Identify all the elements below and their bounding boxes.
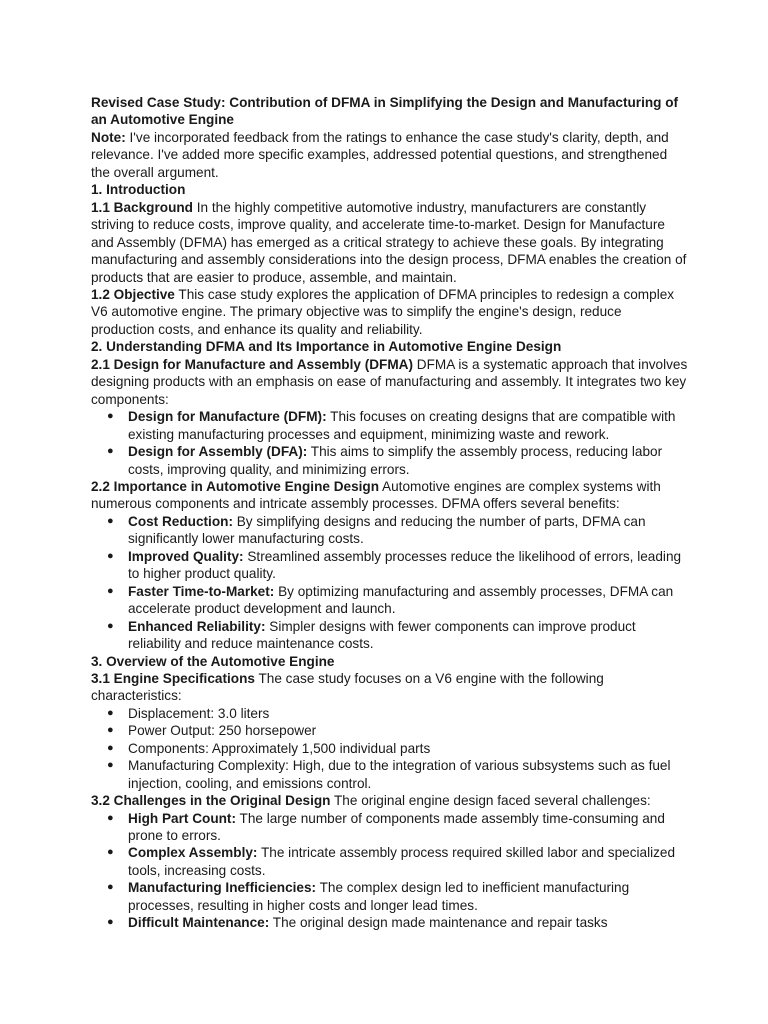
specs-text: The case study focuses on a V6 engine with the following characteristics: [91, 670, 604, 704]
list-item-text: By optimizing manufacturing and assembly processes, DFMA can accelerate product development and launch. [128, 583, 674, 617]
list-item [91, 583, 688, 618]
importance-paragraph [91, 478, 688, 513]
challenges-label: 3.2 Challenges in the Original Design [91, 793, 331, 809]
section-3-heading: 3. Overview of the Automotive Engine [91, 653, 335, 669]
note-text: I've incorporated feedback from the ratings to enhance the case study's clarity, depth, and relevance. I've added more specific examples, addressed potential questions, and strengthened the overall argument. [91, 129, 669, 180]
list-item [91, 722, 688, 739]
section-2-heading: 2. Understanding DFMA and Its Importance in Automotive Engine Design [91, 339, 562, 355]
list-item-text: This focuses on creating designs that are compatible with existing manufacturing processes and equipment, minimizing waste and rework. [128, 409, 676, 442]
list-item-text: Manufacturing Complexity: High, due to the integration of various subsystems such as fuel injection, cooling, and emissions control. [128, 758, 671, 791]
objective-text: This case study explores the application of DFMA principles to redesign a complex V6 automotive engine. The primary objective was to simplify the engine's design, reduce production costs, and enhance its quality and reliability. [91, 286, 675, 337]
list-item [91, 705, 688, 722]
list-item-text: The complex design led to inefficient manufacturing processes, resulting in higher costs and longer lead times. [128, 880, 630, 913]
dfma-definition-text: DFMA is a systematic approach that involves designing products with an emphasis on ease of manufacturing and assembly. It integrates two key components: [91, 356, 688, 407]
list-item [91, 513, 688, 548]
list-item-label: Manufacturing Inefficiencies: [128, 880, 317, 896]
challenges-text: The original engine design faced several challenges: [330, 793, 651, 809]
challenges-paragraph [91, 792, 688, 809]
importance-label: 2.2 Importance in Automotive Engine Design [91, 478, 380, 494]
bullet-icon: ● [107, 445, 114, 458]
list-item [91, 844, 688, 879]
objective-paragraph [91, 286, 688, 338]
list-item [91, 618, 688, 653]
section-1-heading: 1. Introduction [91, 182, 186, 198]
document-title: Revised Case Study: Contribution of DFMA in Simplifying the Design and Manufacturing of an Automotive Engine [91, 95, 679, 128]
bullet-icon: ● [107, 881, 114, 894]
bullet-icon: ● [107, 811, 114, 824]
list-item-text: Displacement: 3.0 liters [128, 705, 270, 721]
list-item [91, 757, 688, 792]
list-item-label: Difficult Maintenance: [128, 915, 270, 931]
bullet-icon: ● [107, 724, 114, 737]
list-item [91, 740, 688, 757]
list-item [91, 914, 688, 931]
background-text: In the highly competitive automotive industry, manufacturers are constantly striving to reduce costs, improve quality, and accelerate time-to-market. Design for Manufacture and Assembly (DFMA) has emerged as a critical strategy to achieve these goals. By integrating manufacturing and assembly considerations into the design process, DFMA enables the creation of products that are easier to produce, assemble, and maintain. [91, 199, 687, 285]
bullet-icon: ● [107, 916, 114, 929]
list-item-text: The original design made maintenance and repair tasks [269, 915, 608, 931]
list-item [91, 879, 688, 914]
list-item-text: By simplifying designs and reducing the number of parts, DFMA can significantly lower manufacturing costs. [128, 513, 646, 547]
list-item-label: Cost Reduction: [128, 513, 233, 529]
list-item-text: This aims to simplify the assembly process, reducing labor costs, improving quality, and minimizing errors. [128, 444, 663, 477]
list-item-label: Enhanced Reliability: [128, 618, 266, 634]
dfma-components-list [91, 408, 688, 478]
bullet-icon: ● [107, 514, 114, 527]
list-item-label: Design for Manufacture (DFM): [128, 409, 327, 425]
list-item [91, 443, 688, 478]
list-item-label: Faster Time-to-Market: [128, 583, 275, 599]
list-item-label: Improved Quality: [128, 548, 244, 564]
background-label: 1.1 Background [91, 199, 193, 215]
bullet-icon: ● [107, 584, 114, 597]
list-item-label: Complex Assembly: [128, 845, 258, 861]
list-item [91, 548, 688, 583]
bullet-icon: ● [107, 706, 114, 719]
bullet-icon: ● [107, 619, 114, 632]
note-paragraph [91, 129, 688, 181]
list-item-text: Streamlined assembly processes reduce the likelihood of errors, leading to higher product quality. [128, 548, 682, 582]
specs-paragraph [91, 670, 688, 705]
list-item [91, 810, 688, 845]
background-paragraph [91, 199, 688, 286]
list-item-text: The intricate assembly process required skilled labor and specialized tools, increasing costs. [128, 845, 676, 878]
list-item-label: Design for Assembly (DFA): [128, 444, 308, 460]
challenges-list [91, 810, 688, 932]
benefits-list [91, 513, 688, 653]
dfma-definition-paragraph [91, 356, 688, 408]
list-item-text: Components: Approximately 1,500 individual parts [128, 740, 431, 756]
bullet-icon: ● [107, 549, 114, 562]
specs-label: 3.1 Engine Specifications [91, 670, 255, 686]
note-label: Note: [91, 129, 126, 145]
objective-label: 1.2 Objective [91, 286, 175, 302]
bullet-icon: ● [107, 759, 114, 772]
list-item [91, 408, 688, 443]
list-item-text: The large number of components made assembly time-consuming and prone to errors. [128, 810, 665, 844]
bullet-icon: ● [107, 846, 114, 859]
list-item-text: Power Output: 250 horsepower [128, 723, 317, 739]
specs-list [91, 705, 688, 792]
bullet-icon: ● [107, 410, 114, 423]
dfma-definition-label: 2.1 Design for Manufacture and Assembly (DFMA) [91, 356, 414, 372]
list-item-label: High Part Count: [128, 810, 236, 826]
list-item-text: Simpler designs with fewer components can improve product reliability and reduce maintenance costs. [128, 618, 636, 652]
importance-text: Automotive engines are complex systems with numerous components and intricate assembly processes. DFMA offers several benefits: [91, 478, 661, 512]
bullet-icon: ● [107, 741, 114, 754]
